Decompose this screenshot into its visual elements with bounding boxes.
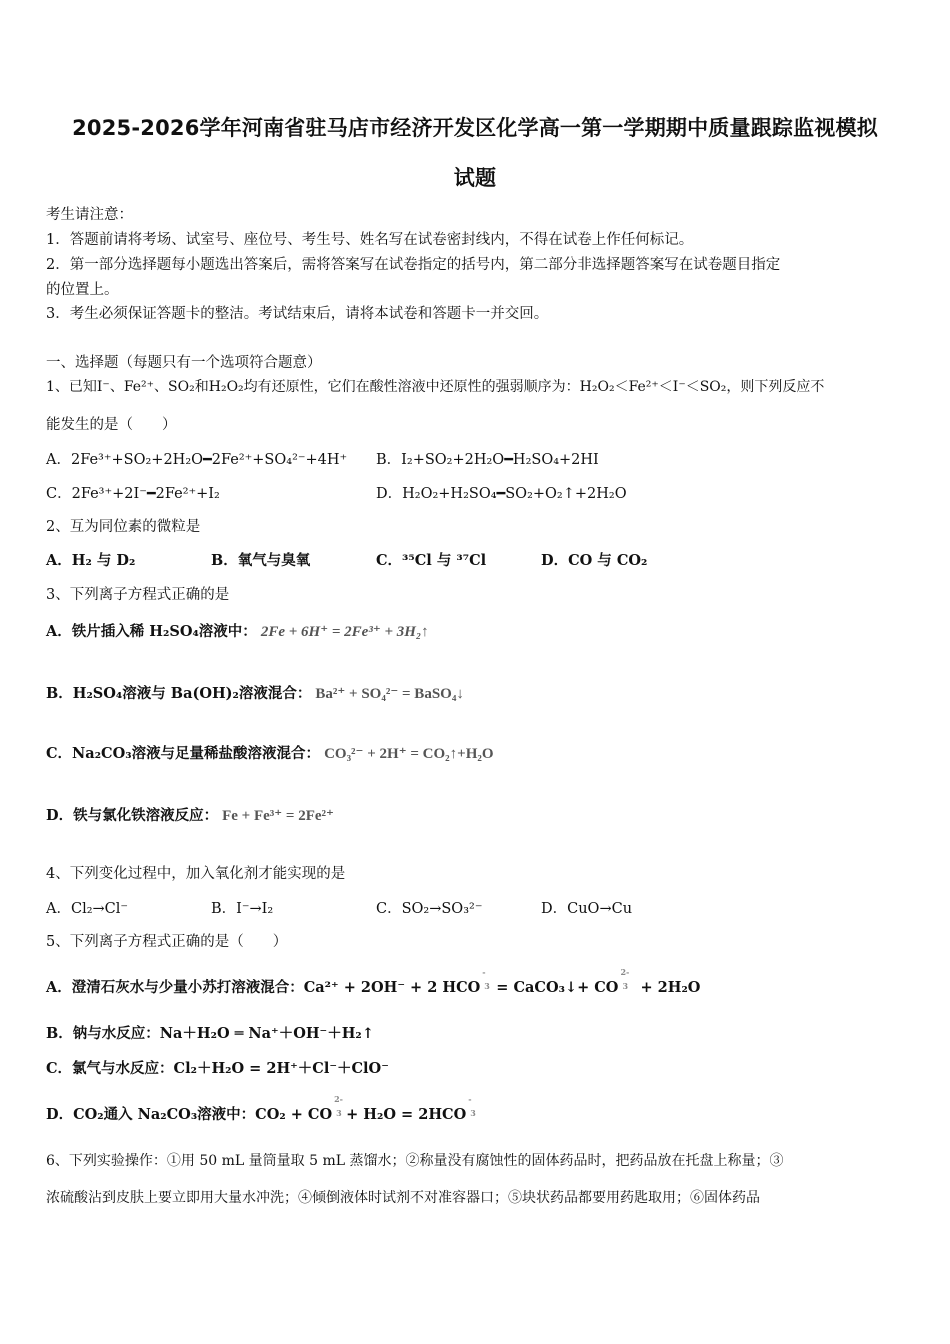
q2-option-b: B．氧气与臭氧 xyxy=(211,552,311,569)
bicarbonate-charge-mark: - 3 xyxy=(482,967,490,991)
q3-option-c xyxy=(46,742,494,763)
notice-item-2: 2．第一部分选择题每小题选出答案后，需将答案写在试卷指定的括号内，第二部分非选择题答案写在试卷题目指定 xyxy=(46,257,781,273)
q1-option-b: B．I₂+SO₂+2H₂O━H₂SO₄+2HI xyxy=(376,452,599,468)
q1-stem-line1: 1、已知I⁻、Fe²⁺、SO₂和H₂O₂均有还原性，它们在酸性溶液中还原性的强弱顺序为：H₂O₂＜Fe²⁺＜I⁻＜SO₂，则下列反应不 xyxy=(46,379,825,395)
q3-option-a-text: A．铁片插入稀 H₂SO₄溶液中： xyxy=(46,623,257,640)
q3-option-c-equation: CO₃²⁻ + 2H⁺ = CO₂↑+H₂O xyxy=(324,746,494,762)
q6-stem-line1: 6、下列实验操作：①用 50 mL 量筒量取 5 mL 蒸馏水；②称量没有腐蚀性的固体药品时，把药品放在托盘上称量；③ xyxy=(46,1153,784,1169)
q3-option-c-text: C．Na₂CO₃溶液与足量稀盐酸溶液混合： xyxy=(46,745,321,762)
q2-option-a: A．H₂ 与 D₂ xyxy=(46,552,136,569)
q3-option-d xyxy=(46,804,334,825)
q1-stem-line2: 能发生的是（ ） xyxy=(46,417,177,433)
q5-option-a xyxy=(46,967,701,997)
q1-option-d: D．H₂O₂+H₂SO₄━SO₂+O₂↑+2H₂O xyxy=(376,486,627,502)
q3-option-a-equation: 2Fe + 6H⁺ = 2Fe³⁺ + 3H₂↑ xyxy=(260,624,429,640)
q4-option-c: C．SO₂→SO₃²⁻ xyxy=(376,901,483,917)
q2-option-c: C．³⁵Cl 与 ³⁷Cl xyxy=(376,552,487,569)
q4-option-d: D．CuO→Cu xyxy=(541,901,633,917)
carbonate-charge-mark: 2- 3 xyxy=(620,967,630,991)
q3-option-b-text: B．H₂SO₄溶液与 Ba(OH)₂溶液混合： xyxy=(46,685,312,702)
q5-option-d-part1: D．CO₂通入 Na₂CO₃溶液中：CO₂ + CO xyxy=(46,1106,333,1123)
exam-title-line1: 2025-2026学年河南省驻马店市经济开发区化学高一第一学期期中质量跟踪监视模拟 xyxy=(72,116,878,140)
q4-stem: 4、下列变化过程中，加入氧化剂才能实现的是 xyxy=(46,866,346,882)
section-heading: 一、选择题（每题只有一个选项符合题意） xyxy=(46,355,322,371)
q5-option-d-part2: + H₂O = 2HCO xyxy=(346,1106,467,1123)
q5-option-c: C．氯气与水反应：Cl₂＋H₂O = 2H⁺＋Cl⁻＋ClO⁻ xyxy=(46,1060,389,1077)
q3-option-b-equation: Ba²⁺ + SO₄²⁻ = BaSO₄↓ xyxy=(315,686,464,702)
q5-stem: 5、下列离子方程式正确的是（ ） xyxy=(46,934,288,950)
q3-option-d-equation: Fe + Fe³⁺ = 2Fe²⁺ xyxy=(222,808,334,824)
q5-option-a-part2: = CaCO₃↓+ CO xyxy=(496,979,619,996)
exam-title-line2: 试题 xyxy=(453,166,497,190)
notice-heading: 考生请注意： xyxy=(46,207,133,223)
q1-option-a: A．2Fe³⁺+SO₂+2H₂O━2Fe²⁺+SO₄²⁻+4H⁺ xyxy=(46,452,348,468)
q5-option-a-part3: + 2H₂O xyxy=(640,979,701,996)
q5-option-a-part1: A．澄清石灰水与少量小苏打溶液混合：Ca²⁺ + 2OH⁻ + 2 HCO xyxy=(46,979,481,996)
q2-option-d: D．CO 与 CO₂ xyxy=(541,552,648,569)
q3-option-a xyxy=(46,620,429,641)
q3-option-d-text: D．铁与氯化铁溶液反应： xyxy=(46,807,219,824)
q3-option-b xyxy=(46,682,464,703)
q3-stem: 3、下列离子方程式正确的是 xyxy=(46,587,230,603)
q4-option-b: B．I⁻→I₂ xyxy=(211,901,274,917)
q5-option-b: B．钠与水反应：Na＋H₂O ═ Na⁺＋OH⁻＋H₂↑ xyxy=(46,1025,374,1042)
q1-option-c: C．2Fe³⁺+2I⁻━2Fe²⁺+I₂ xyxy=(46,486,220,502)
notice-item-1: 1．答题前请将考场、试室号、座位号、考生号、姓名写在试卷密封线内，不得在试卷上作任何标记。 xyxy=(46,232,694,248)
q4-option-a: A．Cl₂→Cl⁻ xyxy=(46,901,129,917)
notice-item-2-cont: 的位置上。 xyxy=(46,282,119,298)
q6-stem-line2: 浓硫酸沾到皮肤上要立即用大量水冲洗；④倾倒液体时试剂不对准容器口；⑤块状药品都要用药匙取用；⑥固体药品 xyxy=(46,1190,760,1206)
carbonate-charge-mark: 2- 3 xyxy=(334,1094,343,1118)
q5-option-d xyxy=(46,1094,482,1124)
notice-item-3: 3．考生必须保证答题卡的整洁。考试结束后，请将本试卷和答题卡一并交回。 xyxy=(46,306,549,322)
q2-stem: 2、互为同位素的微粒是 xyxy=(46,519,201,535)
bicarbonate-charge-mark: - 3 xyxy=(468,1094,476,1118)
